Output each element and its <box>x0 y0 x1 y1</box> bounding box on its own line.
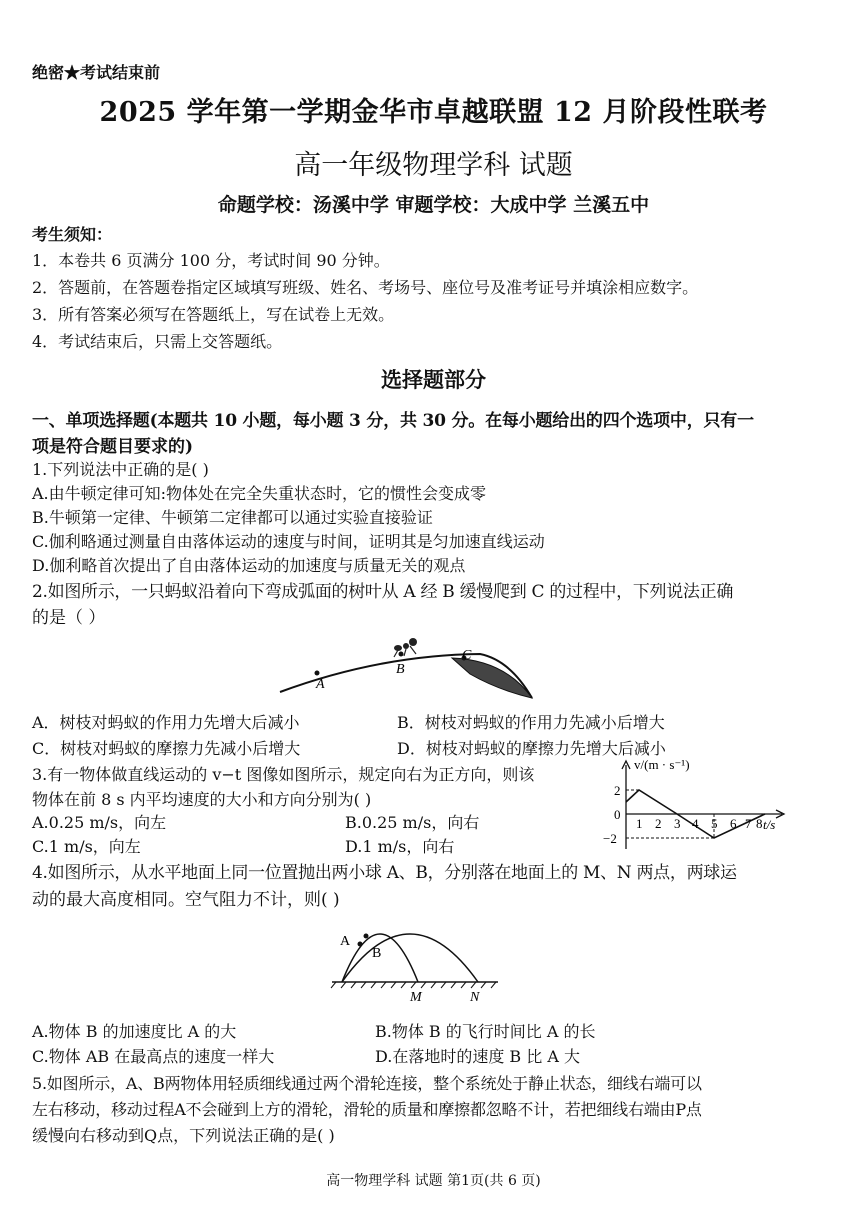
q2-stem-cont: 的是（ ） <box>32 608 106 628</box>
section-heading: 选择题部分 <box>381 367 486 392</box>
graph-xlabel: t/s <box>763 817 776 832</box>
q4-stem: 4.如图所示，从水平地面上同一位置抛出两小球 A、B，分别落在地面上的 M、N 两点，两球运 <box>32 863 737 883</box>
label-a: A <box>340 934 351 949</box>
graph-ylabel: v/(m · s⁻¹) <box>634 757 690 772</box>
q5-stem-cont: 左右移动，移动过程A不会碰到上方的滑轮，滑轮的质量和摩擦都忽略不计，若把细线右端由P点 <box>32 1100 702 1119</box>
graph-xtick: 8 <box>756 816 763 831</box>
q3-option-b: B.0.25 m/s，向右 <box>345 813 480 832</box>
notice-item: 3．所有答案必须写在答题纸上，写在试卷上无效。 <box>32 305 395 324</box>
q1-option-a: A.由牛顿定律可知:物体处在完全失重状态时，它的惯性会变成零 <box>32 484 487 503</box>
label-b: B <box>372 946 382 961</box>
graph-xtick: 3 <box>674 816 681 831</box>
ball-a <box>358 942 363 947</box>
notice-item: 4．考试结束后，只需上交答题纸。 <box>32 332 283 351</box>
q2-branch-figure <box>270 630 550 710</box>
q3-option-a: A.0.25 m/s，向左 <box>32 813 167 832</box>
q2-option-c: C．树枝对蚂蚁的摩擦力先减小后增大 <box>32 739 301 758</box>
graph-xtick: 5 <box>711 816 718 831</box>
q4-option-b: B.物体 B 的飞行时间比 A 的长 <box>375 1022 596 1041</box>
graph-xtick: 7 <box>745 816 752 831</box>
q5-stem-cont: 缓慢向右移动到Q点，下列说法正确的是( ) <box>32 1126 335 1145</box>
graph-xtick: 4 <box>692 816 699 831</box>
q3-option-d: D.1 m/s，向右 <box>345 837 455 856</box>
q4-option-c: C.物体 AB 在最高点的速度一样大 <box>32 1047 275 1066</box>
q2-stem: 2.如图所示，一只蚂蚁沿着向下弯成弧面的树叶从 A 经 B 缓慢爬到 C 的过程中，下列说法正确 <box>32 582 734 602</box>
label-b: B <box>396 662 405 677</box>
confidential-mark: 绝密★考试结束前 <box>32 63 161 82</box>
part-instructions: 一、单项选择题(本题共 10 小题，每小题 3 分，共 30 分。在每小题给出的四个选项中，只有一 <box>32 411 754 431</box>
graph-ytick-0: 0 <box>614 807 621 822</box>
notice-item: 1．本卷共 6 页满分 100 分，考试时间 90 分钟。 <box>32 251 390 270</box>
exam-title: 2025 学年第一学期金华市卓越联盟 12 月阶段性联考 <box>99 97 768 128</box>
q2-option-d: D．树枝对蚂蚁的摩擦力先增大后减小 <box>397 739 666 758</box>
graph-ytick-neg2: −2 <box>603 831 617 846</box>
label-a: A <box>316 677 325 692</box>
part-instructions-cont: 项是符合题目要求的) <box>32 437 194 457</box>
notice-heading: 考生须知： <box>32 225 113 244</box>
q3-option-c: C.1 m/s，向左 <box>32 837 141 856</box>
ant-icon <box>394 638 417 657</box>
notice-item: 2．答题前，在答题卷指定区域填写班级、姓名、考场号、座位号及准考证号并填涂相应数字。 <box>32 278 699 297</box>
exam-subtitle: 高一年级物理学科 试题 <box>294 150 573 181</box>
q4-option-d: D.在落地时的速度 B 比 A 大 <box>375 1047 581 1066</box>
graph-xtick: 6 <box>730 816 737 831</box>
page-footer: 高一物理学科 试题 第1页(共 6 页) <box>326 1173 541 1189</box>
q1-option-d: D.伽利略首次提出了自由落体运动的加速度与质量无关的观点 <box>32 556 466 575</box>
graph-xtick: 1 <box>636 816 643 831</box>
point-b-marker <box>399 652 404 657</box>
school-info: 命题学校：汤溪中学 审题学校：大成中学 兰溪五中 <box>217 194 650 216</box>
q1-stem: 1.下列说法中正确的是( ) <box>32 460 209 479</box>
graph-xtick: 2 <box>655 816 662 831</box>
q4-option-a: A.物体 B 的加速度比 A 的大 <box>32 1022 237 1041</box>
q5-stem: 5.如图所示，A、B两物体用轻质细线通过两个滑轮连接，整个系统处于静止状态，细线右端可以 <box>32 1074 702 1093</box>
q4-stem-cont: 动的最大高度相同。空气阻力不计，则( ) <box>32 890 340 910</box>
ball-b <box>364 934 369 939</box>
q2-option-a: A．树枝对蚂蚁的作用力先增大后减小 <box>32 713 300 732</box>
graph-ytick-2: 2 <box>614 783 621 798</box>
q3-stem: 3.有一物体做直线运动的 v−t 图像如图所示，规定向右为正方向，则该 <box>32 765 535 784</box>
label-c: C <box>462 648 472 663</box>
q1-option-c: C.伽利略通过测量自由落体运动的速度与时间，证明其是匀加速直线运动 <box>32 532 545 551</box>
label-m: M <box>410 990 422 1005</box>
q1-option-b: B.牛顿第一定律、牛顿第二定律都可以通过实验直接验证 <box>32 508 433 527</box>
q3-vt-graph <box>600 757 800 852</box>
q2-option-b: B．树枝对蚂蚁的作用力先减小后增大 <box>397 713 665 732</box>
q4-projectile-figure <box>320 912 520 1012</box>
q3-stem-cont: 物体在前 8 s 内平均速度的大小和方向分别为( ) <box>32 790 372 809</box>
point-a-marker <box>315 671 320 676</box>
label-n: N <box>470 990 480 1005</box>
